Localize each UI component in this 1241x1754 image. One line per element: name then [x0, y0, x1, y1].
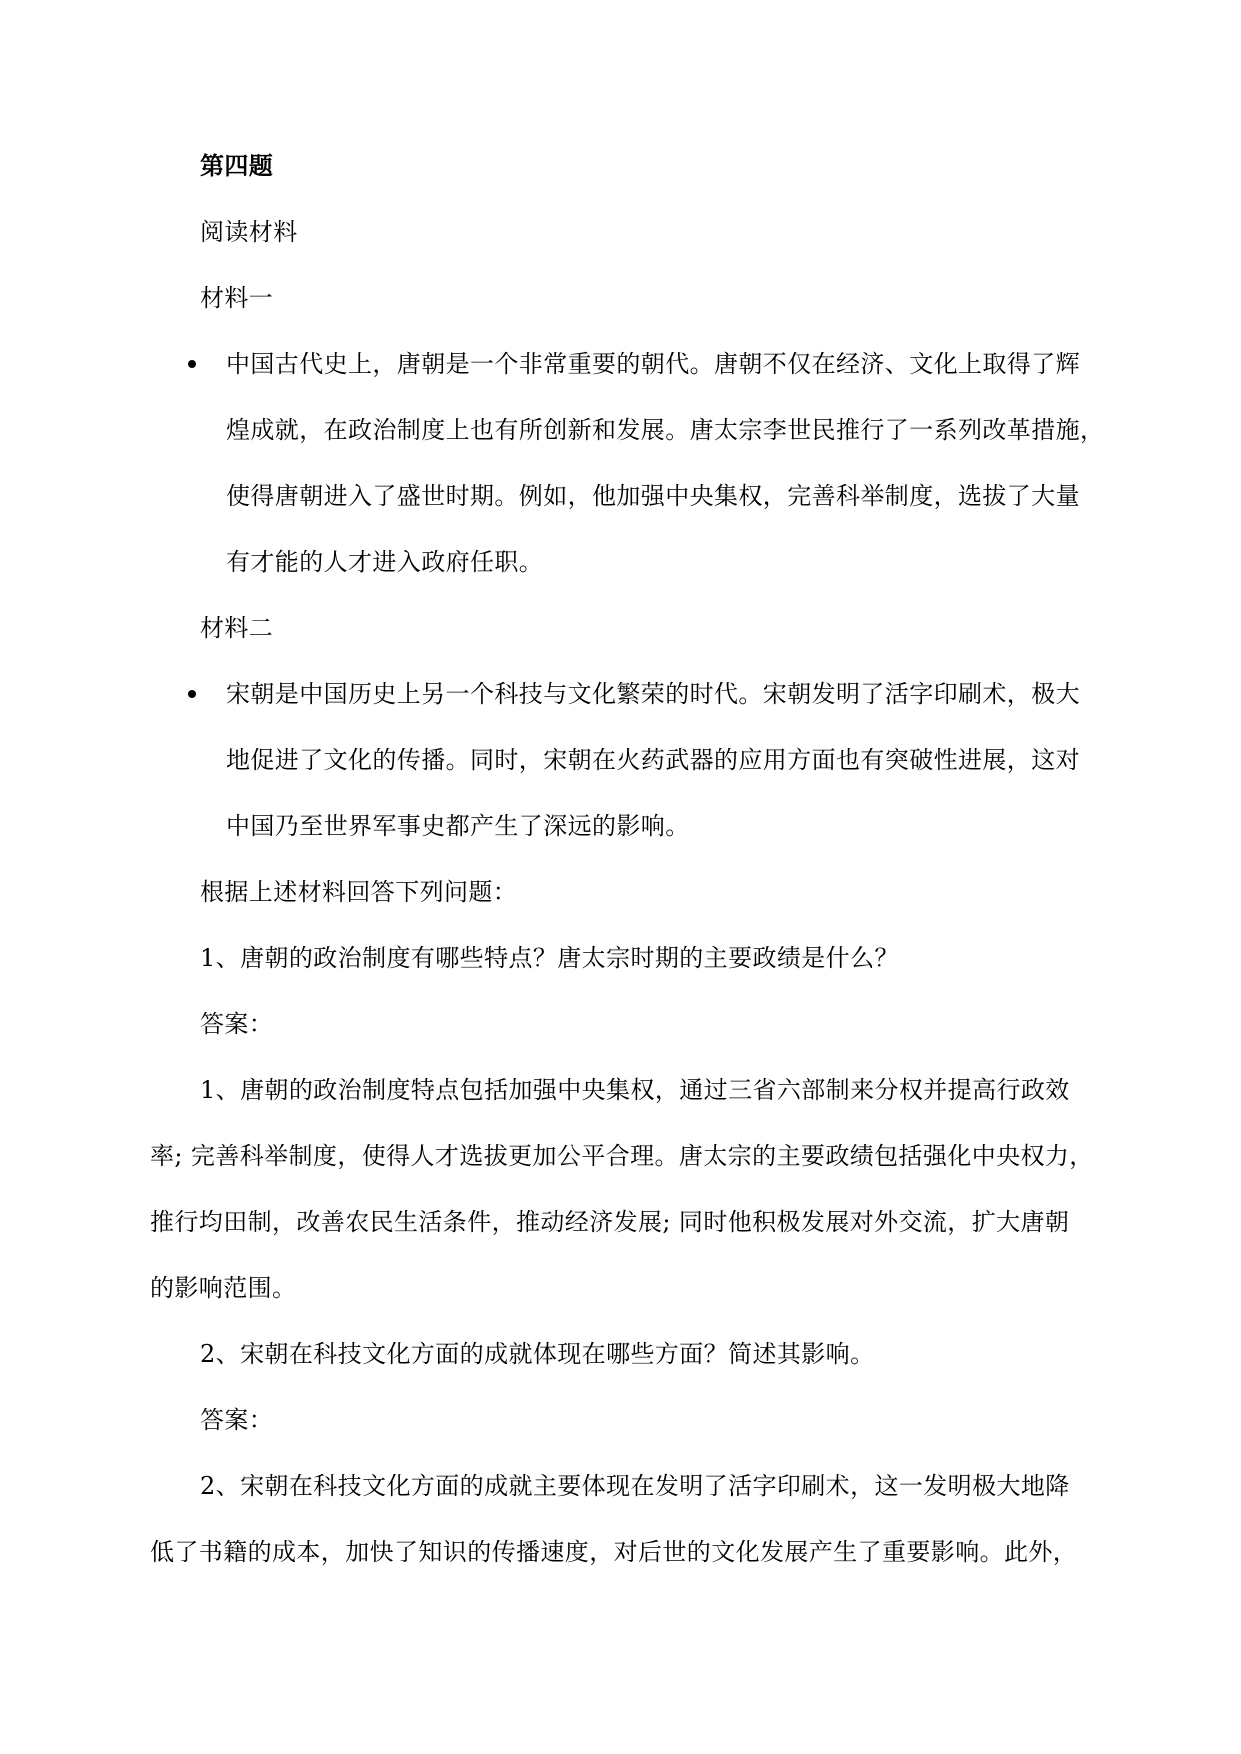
material2-line: 中国乃至世界军事史都产生了深远的影响。	[226, 812, 690, 840]
answer-2-label: 答案：	[200, 1406, 274, 1434]
question-1: 1、唐朝的政治制度有哪些特点？唐太宗时期的主要政绩是什么？	[200, 944, 899, 972]
answer-1-line: 率; 完善科举制度，使得人才选拔更加公平合理。唐太宗的主要政绩包括强化中央权力，	[150, 1142, 1094, 1170]
answer-1-line: 1、唐朝的政治制度特点包括加强中央集权，通过三省六部制来分权并提高行政效	[200, 1076, 1070, 1104]
material2-label: 材料二	[200, 614, 274, 642]
material1-line: 使得唐朝进入了盛世时期。例如，他加强中央集权，完善科举制度，选拔了大量	[226, 482, 1080, 510]
material2-line: 宋朝是中国历史上另一个科技与文化繁荣的时代。宋朝发明了活字印刷术，极大	[226, 680, 1080, 708]
material1-line: 有才能的人才进入政府任职。	[226, 548, 544, 576]
material1-label: 材料一	[200, 284, 274, 312]
intro-text: 阅读材料	[200, 218, 298, 246]
question-2: 2、宋朝在科技文化方面的成就体现在哪些方面？简述其影响。	[200, 1340, 875, 1368]
answer-1-label: 答案：	[200, 1010, 274, 1038]
answer-2-line: 2、宋朝在科技文化方面的成就主要体现在发明了活字印刷术，这一发明极大地降	[200, 1472, 1070, 1500]
question-title: 第四题	[200, 152, 274, 180]
answer-1-line: 的影响范围。	[150, 1274, 297, 1302]
instruction-text: 根据上述材料回答下列问题：	[200, 878, 518, 906]
material1-line: 中国古代史上，唐朝是一个非常重要的朝代。唐朝不仅在经济、文化上取得了辉	[226, 350, 1080, 378]
answer-1-line: 推行均田制，改善农民生活条件，推动经济发展; 同时他积极发展对外交流，扩大唐朝	[150, 1208, 1070, 1236]
answer-2-line: 低了书籍的成本，加快了知识的传播速度，对后世的文化发展产生了重要影响。此外，	[150, 1538, 1078, 1566]
material1-line: 煌成就，在政治制度上也有所创新和发展。唐太宗李世民推行了一系列改革措施，	[226, 416, 1105, 444]
material2-line: 地促进了文化的传播。同时，宋朝在火药武器的应用方面也有突破性进展，这对	[226, 746, 1080, 774]
bullet-icon	[188, 360, 196, 368]
bullet-icon	[188, 690, 196, 698]
